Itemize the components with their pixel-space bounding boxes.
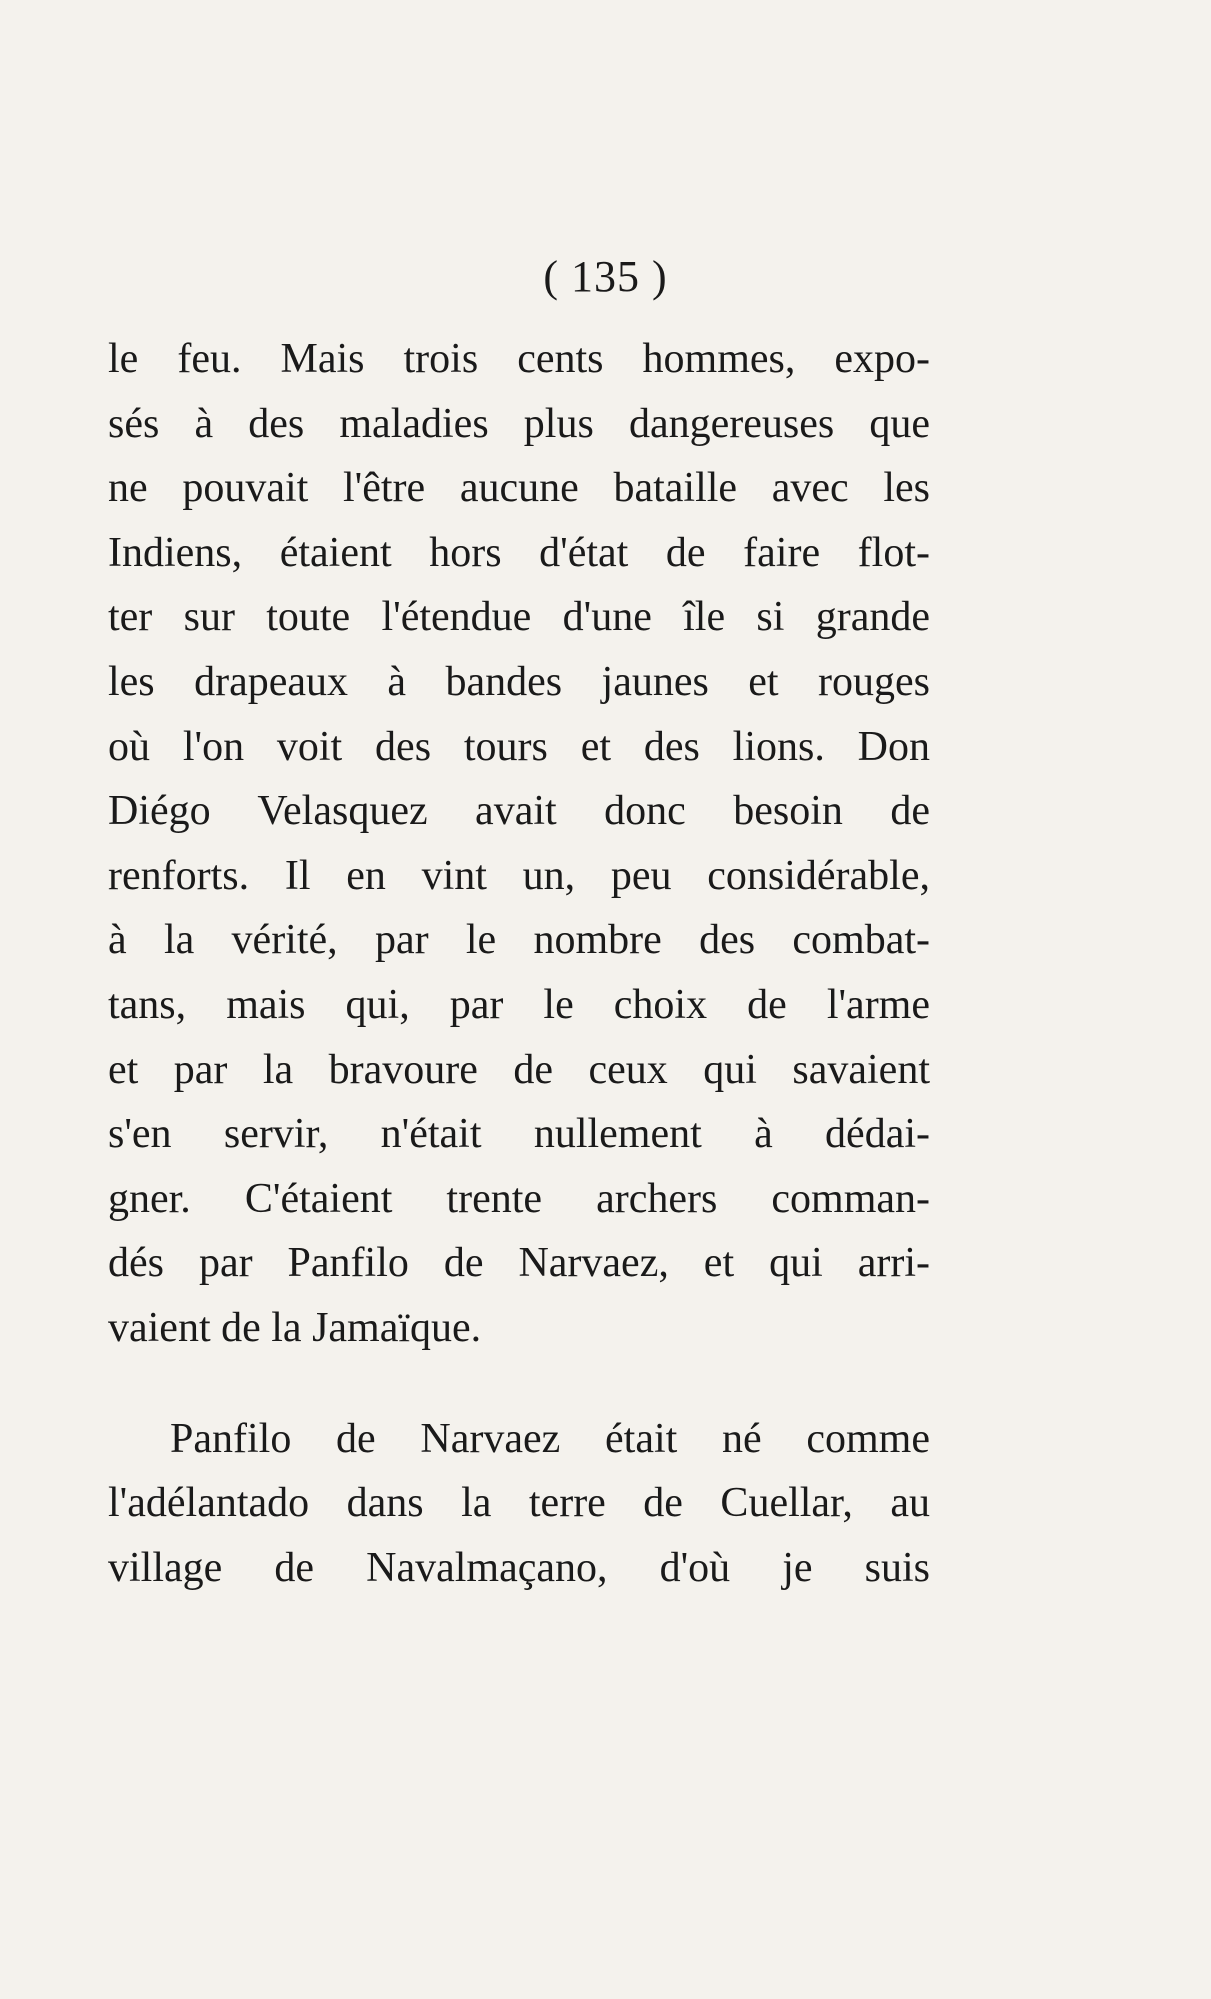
text-line: ter sur toute l'étendue d'une île si grande [108,594,930,641]
paragraph-gap [108,1361,930,1407]
text-line: village de Navalmaçano, d'où je suis [108,1544,930,1591]
text-line: et par la bravoure de ceux qui savaient [108,1046,930,1093]
text-line: où l'on voit des tours et des lions. Don [108,723,930,770]
text-line: Indiens, étaient hors d'état de faire flot- [108,529,930,576]
text-line: vaient de la Jamaïque. [108,1304,482,1351]
text-line: sés à des maladies plus dangereuses que [108,400,930,447]
text-line: les drapeaux à bandes jaunes et rouges [108,658,930,705]
body-text [108,327,930,1600]
paragraph-2 [108,1407,930,1601]
text-line: Panfilo de Narvaez était né comme [170,1415,930,1462]
text-line: ne pouvait l'être aucune bataille avec les [108,465,930,512]
text-line: gner. C'étaient trente archers comman- [108,1175,930,1222]
text-line: à la vérité, par le nombre des combat- [108,917,930,964]
text-line: le feu. Mais trois cents hommes, expo- [108,336,930,382]
text-line: tans, mais qui, par le choix de l'arme [108,981,930,1028]
text-line: s'en servir, n'était nullement à dédai- [108,1111,930,1158]
page-number: ( 135 ) [543,252,668,301]
text-line: renforts. Il en vint un, peu considérable, [108,852,930,899]
text-line: l'adélantado dans la terre de Cuellar, au [108,1480,930,1527]
text-line: dés par Panfilo de Narvaez, et qui arri- [108,1240,930,1287]
paragraph-1 [108,327,930,1361]
text-line: Diégo Velasquez avait donc besoin de [108,788,930,835]
